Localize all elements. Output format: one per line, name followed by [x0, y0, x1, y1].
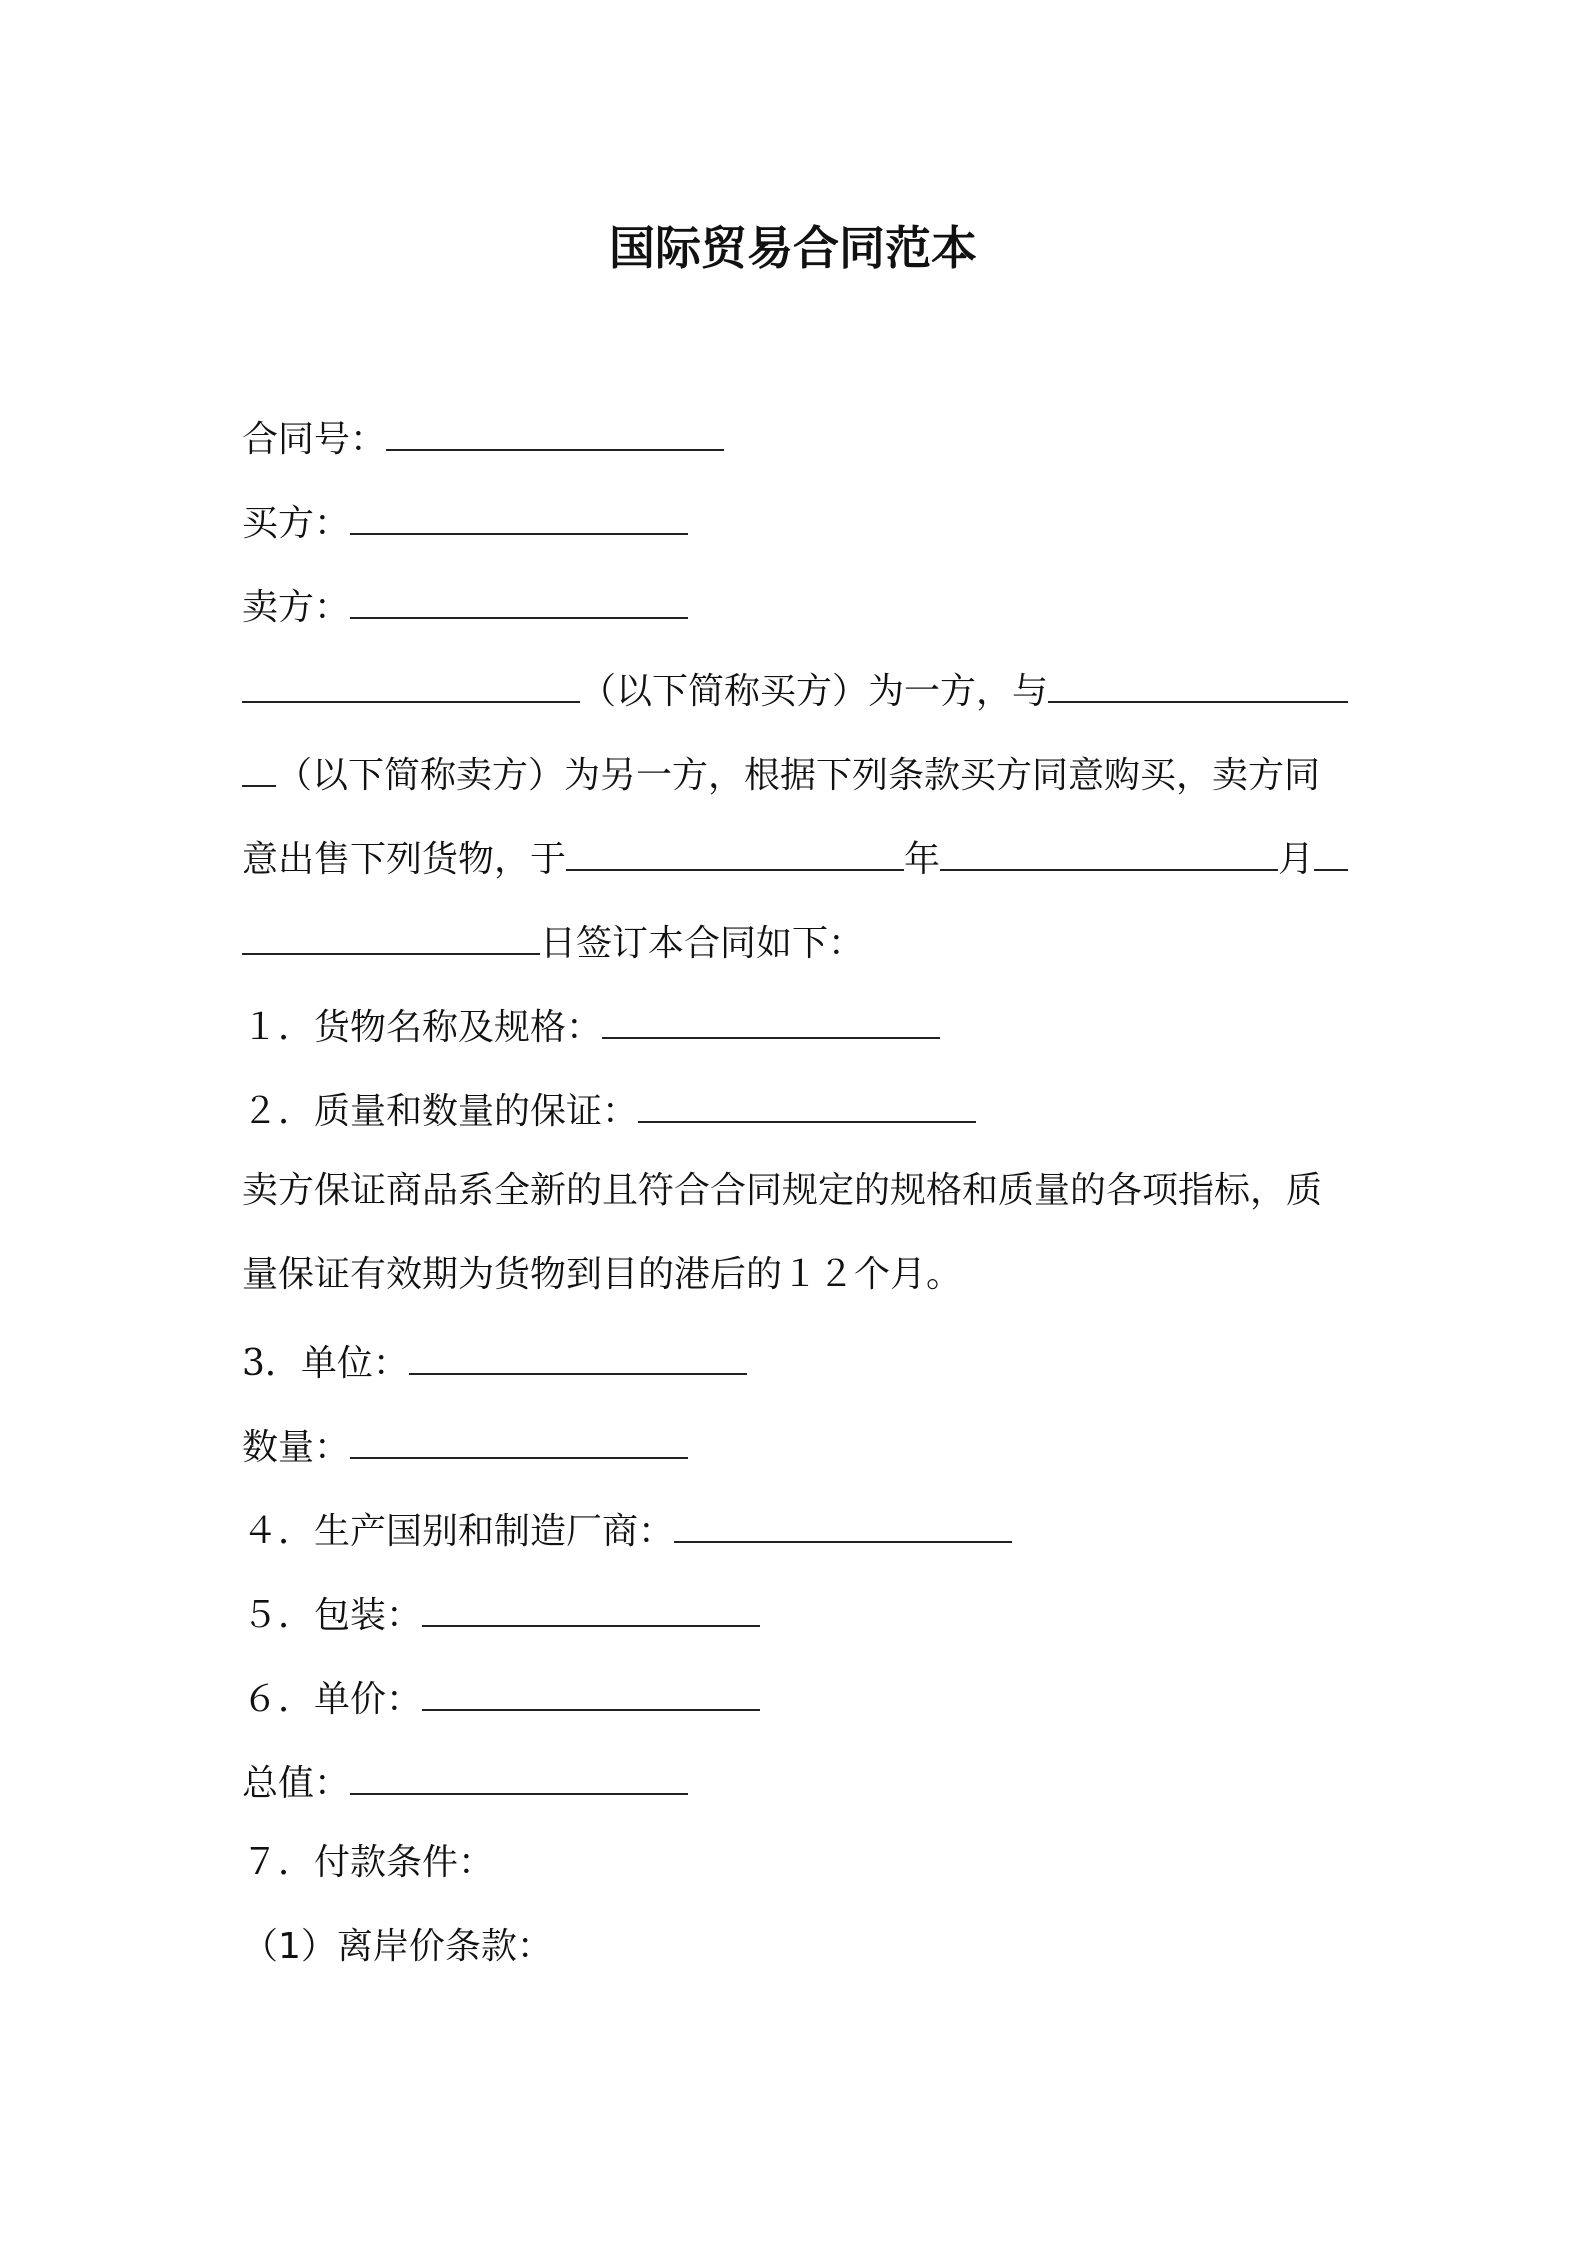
- year-blank[interactable]: [566, 825, 904, 871]
- origin-label: ４．生产国别和制造厂商：: [242, 1511, 675, 1552]
- payment-line: [242, 1833, 1357, 1893]
- quality-text-line-1: [242, 1161, 1357, 1221]
- preamble-text-3: 意出售下列货物，于: [242, 839, 567, 880]
- preamble-line-1: [242, 657, 1357, 717]
- total-label: 总值：: [242, 1763, 351, 1804]
- seller-line: [242, 573, 1357, 633]
- quantity-line: [242, 1413, 1357, 1473]
- day-blank[interactable]: [242, 909, 540, 955]
- preamble-text-1: （以下简称买方）为一方，与: [580, 671, 1049, 712]
- preamble-text-2: （以下简称卖方）为另一方，根据下列条款买方同意购买，卖方同: [276, 755, 1321, 796]
- quality-text-2: 量保证有效期为货物到目的港后的１２个月。: [242, 1254, 963, 1295]
- packing-line: [242, 1581, 1357, 1641]
- day-blank-start[interactable]: [1314, 825, 1348, 871]
- quality-text-line-2: [242, 1245, 1357, 1305]
- quantity-blank[interactable]: [350, 1413, 688, 1459]
- quality-line: [242, 1077, 1357, 1137]
- seller-name-blank-end[interactable]: [242, 741, 276, 787]
- preamble-line-2: [242, 741, 1357, 801]
- seller-label: 卖方：: [242, 587, 351, 628]
- goods-label: １．货物名称及规格：: [242, 1007, 603, 1048]
- quality-blank[interactable]: [638, 1077, 976, 1123]
- unit-price-line: [242, 1665, 1357, 1725]
- packing-blank[interactable]: [422, 1581, 760, 1627]
- seller-name-blank[interactable]: [1048, 657, 1348, 703]
- preamble-text-4: 日签订本合同如下：: [540, 923, 865, 964]
- total-blank[interactable]: [350, 1749, 688, 1795]
- fob-line: [242, 1917, 1357, 1977]
- unit-line: [242, 1329, 1357, 1389]
- month-blank[interactable]: [940, 825, 1278, 871]
- origin-blank[interactable]: [674, 1497, 1012, 1543]
- total-line: [242, 1749, 1357, 1809]
- contract-no-label: 合同号：: [242, 419, 387, 460]
- seller-blank[interactable]: [350, 573, 688, 619]
- quality-text-1: 卖方保证商品系全新的且符合合同规定的规格和质量的各项指标，质: [242, 1170, 1323, 1211]
- unit-blank[interactable]: [409, 1329, 747, 1375]
- unit-price-blank[interactable]: [422, 1665, 760, 1711]
- contract-no-line: [242, 405, 1357, 465]
- payment-label: ７．付款条件：: [242, 1842, 495, 1883]
- buyer-label: 买方：: [242, 503, 351, 544]
- packing-label: ５．包装：: [242, 1595, 423, 1636]
- goods-blank[interactable]: [602, 993, 940, 1039]
- buyer-name-blank[interactable]: [242, 657, 580, 703]
- unit-price-label: ６．单价：: [242, 1679, 423, 1720]
- contract-no-blank[interactable]: [386, 405, 724, 451]
- goods-line: [242, 993, 1357, 1053]
- page-title: 国际贸易合同范本: [609, 221, 977, 275]
- year-label: 年: [904, 839, 941, 880]
- quantity-label: 数量：: [242, 1427, 351, 1468]
- unit-label: 单位：: [300, 1343, 409, 1384]
- fob-label: （1）离岸价条款：: [242, 1926, 553, 1967]
- quality-label: ２．质量和数量的保证：: [242, 1091, 639, 1132]
- buyer-line: [242, 489, 1357, 549]
- preamble-line-4: [242, 909, 1357, 969]
- unit-number: 3．: [242, 1343, 301, 1384]
- month-label: 月: [1278, 839, 1315, 880]
- preamble-line-3: [242, 825, 1357, 885]
- buyer-blank[interactable]: [350, 489, 688, 535]
- origin-line: [242, 1497, 1357, 1557]
